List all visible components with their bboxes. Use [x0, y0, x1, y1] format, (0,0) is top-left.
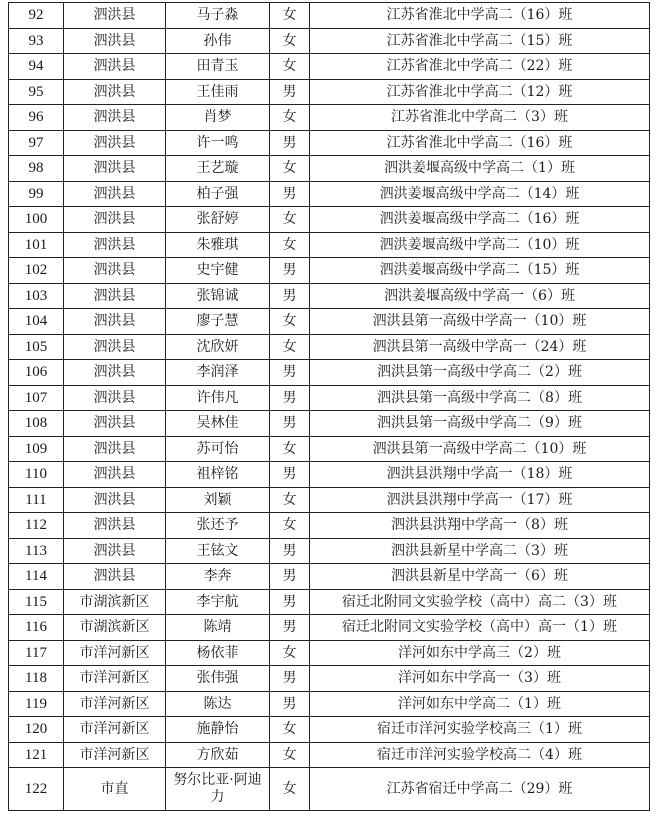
gender-cell: 女 [270, 207, 310, 233]
table-row [9, 79, 650, 105]
table-row [9, 564, 650, 590]
row-number: 105 [9, 334, 64, 360]
school-class-cell: 宿迁北附同文实验学校（高中）高二（3）班 [310, 589, 650, 615]
school-class-cell: 江苏省淮北中学高二（3）班 [310, 105, 650, 131]
school-class-cell: 泗洪县第一高级中学高二（9）班 [310, 411, 650, 437]
table-row [9, 309, 650, 335]
school-class-cell: 宿迁市洋河实验学校高二（4）班 [310, 742, 650, 768]
table-row [9, 538, 650, 564]
name-cell: 陈靖 [166, 615, 270, 641]
row-number: 119 [9, 691, 64, 717]
table-row [9, 258, 650, 284]
school-class-cell: 江苏省淮北中学高二（15）班 [310, 28, 650, 54]
name-cell: 杨依菲 [166, 640, 270, 666]
row-number: 106 [9, 360, 64, 386]
county-cell: 泗洪县 [64, 462, 166, 488]
name-cell: 许一鸣 [166, 130, 270, 156]
county-cell: 泗洪县 [64, 283, 166, 309]
name-cell: 王艺璇 [166, 156, 270, 182]
row-number: 122 [9, 768, 64, 811]
school-class-cell: 江苏省淮北中学高二（16）班 [310, 3, 650, 29]
county-cell: 泗洪县 [64, 207, 166, 233]
school-class-cell: 泗洪县第一高级中学高二（10）班 [310, 436, 650, 462]
gender-cell: 女 [270, 3, 310, 29]
school-class-cell: 泗洪县第一高级中学高一（24）班 [310, 334, 650, 360]
row-number: 109 [9, 436, 64, 462]
gender-cell: 男 [270, 258, 310, 284]
row-number: 92 [9, 3, 64, 29]
row-number: 96 [9, 105, 64, 131]
table-row [9, 283, 650, 309]
table-row [9, 334, 650, 360]
name-cell: 张还予 [166, 513, 270, 539]
row-number: 98 [9, 156, 64, 182]
gender-cell: 女 [270, 156, 310, 182]
name-cell: 李奔 [166, 564, 270, 590]
row-number: 113 [9, 538, 64, 564]
row-number: 118 [9, 666, 64, 692]
gender-cell: 女 [270, 717, 310, 743]
row-number: 107 [9, 385, 64, 411]
table-row [9, 130, 650, 156]
gender-cell: 男 [270, 615, 310, 641]
row-number: 94 [9, 54, 64, 80]
gender-cell: 男 [270, 181, 310, 207]
school-class-cell: 泗洪姜堰高级中学高二（15）班 [310, 258, 650, 284]
name-cell: 苏可怡 [166, 436, 270, 462]
gender-cell: 男 [270, 691, 310, 717]
gender-cell: 男 [270, 130, 310, 156]
table-row [9, 54, 650, 80]
table-row [9, 156, 650, 182]
gender-cell: 女 [270, 513, 310, 539]
school-class-cell: 宿迁北附同文实验学校（高中）高一（1）班 [310, 615, 650, 641]
gender-cell: 女 [270, 640, 310, 666]
gender-cell: 男 [270, 360, 310, 386]
name-cell: 吴林佳 [166, 411, 270, 437]
student-list-page [8, 2, 649, 811]
name-cell: 廖子慧 [166, 309, 270, 335]
name-cell: 王铉文 [166, 538, 270, 564]
county-cell: 市洋河新区 [64, 691, 166, 717]
table-row [9, 28, 650, 54]
table-row [9, 640, 650, 666]
gender-cell: 男 [270, 411, 310, 437]
name-cell: 施静怡 [166, 717, 270, 743]
name-cell: 张锦诚 [166, 283, 270, 309]
gender-cell: 男 [270, 79, 310, 105]
county-cell: 泗洪县 [64, 130, 166, 156]
school-class-cell: 泗洪姜堰高级中学高二（16）班 [310, 207, 650, 233]
student-table-body [9, 3, 650, 811]
county-cell: 泗洪县 [64, 411, 166, 437]
school-class-cell: 泗洪县第一高级中学高一（10）班 [310, 309, 650, 335]
student-table [8, 2, 650, 811]
row-number: 100 [9, 207, 64, 233]
table-row [9, 717, 650, 743]
county-cell: 泗洪县 [64, 258, 166, 284]
name-cell: 马子淼 [166, 3, 270, 29]
row-number: 103 [9, 283, 64, 309]
table-row [9, 666, 650, 692]
row-number: 97 [9, 130, 64, 156]
county-cell: 泗洪县 [64, 385, 166, 411]
row-number: 117 [9, 640, 64, 666]
county-cell: 市洋河新区 [64, 717, 166, 743]
row-number: 121 [9, 742, 64, 768]
table-row [9, 487, 650, 513]
gender-cell: 女 [270, 28, 310, 54]
name-cell: 许伟凡 [166, 385, 270, 411]
county-cell: 泗洪县 [64, 181, 166, 207]
county-cell: 市洋河新区 [64, 640, 166, 666]
school-class-cell: 江苏省淮北中学高二（22）班 [310, 54, 650, 80]
school-class-cell: 泗洪姜堰高级中学高二（14）班 [310, 181, 650, 207]
county-cell: 泗洪县 [64, 79, 166, 105]
county-cell: 泗洪县 [64, 360, 166, 386]
county-cell: 泗洪县 [64, 232, 166, 258]
school-class-cell: 洋河如东中学高三（2）班 [310, 640, 650, 666]
county-cell: 市直 [64, 768, 166, 811]
row-number: 95 [9, 79, 64, 105]
school-class-cell: 江苏省宿迁中学高二（29）班 [310, 768, 650, 811]
gender-cell: 女 [270, 54, 310, 80]
name-cell: 沈欣妍 [166, 334, 270, 360]
row-number: 116 [9, 615, 64, 641]
name-cell: 田青玉 [166, 54, 270, 80]
county-cell: 市洋河新区 [64, 742, 166, 768]
table-row [9, 181, 650, 207]
school-class-cell: 泗洪姜堰高级中学高二（10）班 [310, 232, 650, 258]
name-cell: 张伟强 [166, 666, 270, 692]
table-row [9, 615, 650, 641]
gender-cell: 男 [270, 564, 310, 590]
row-number: 110 [9, 462, 64, 488]
row-number: 102 [9, 258, 64, 284]
row-number: 120 [9, 717, 64, 743]
gender-cell: 女 [270, 487, 310, 513]
table-row [9, 589, 650, 615]
school-class-cell: 洋河如东中学高一（3）班 [310, 666, 650, 692]
county-cell: 泗洪县 [64, 334, 166, 360]
row-number: 112 [9, 513, 64, 539]
school-class-cell: 泗洪县新星中学高二（3）班 [310, 538, 650, 564]
row-number: 115 [9, 589, 64, 615]
gender-cell: 男 [270, 385, 310, 411]
school-class-cell: 泗洪县第一高级中学高二（8）班 [310, 385, 650, 411]
county-cell: 泗洪县 [64, 156, 166, 182]
school-class-cell: 泗洪县洪翔中学高一（17）班 [310, 487, 650, 513]
table-row [9, 360, 650, 386]
table-row [9, 742, 650, 768]
name-cell: 肖梦 [166, 105, 270, 131]
table-row [9, 411, 650, 437]
county-cell: 泗洪县 [64, 487, 166, 513]
school-class-cell: 宿迁市洋河实验学校高三（1）班 [310, 717, 650, 743]
row-number: 111 [9, 487, 64, 513]
school-class-cell: 江苏省淮北中学高二（16）班 [310, 130, 650, 156]
school-class-cell: 江苏省淮北中学高二（12）班 [310, 79, 650, 105]
row-number: 114 [9, 564, 64, 590]
name-cell: 刘颖 [166, 487, 270, 513]
school-class-cell: 泗洪县洪翔中学高一（18）班 [310, 462, 650, 488]
name-cell: 李润泽 [166, 360, 270, 386]
row-number: 93 [9, 28, 64, 54]
school-class-cell: 泗洪县洪翔中学高一（8）班 [310, 513, 650, 539]
table-row [9, 3, 650, 29]
school-class-cell: 泗洪县第一高级中学高二（2）班 [310, 360, 650, 386]
name-cell: 李宇航 [166, 589, 270, 615]
name-cell: 孙伟 [166, 28, 270, 54]
table-row [9, 768, 650, 811]
name-cell: 方欣茹 [166, 742, 270, 768]
gender-cell: 男 [270, 589, 310, 615]
table-row [9, 105, 650, 131]
gender-cell: 女 [270, 309, 310, 335]
name-cell: 张舒婷 [166, 207, 270, 233]
county-cell: 泗洪县 [64, 538, 166, 564]
county-cell: 泗洪县 [64, 28, 166, 54]
county-cell: 泗洪县 [64, 513, 166, 539]
table-row [9, 462, 650, 488]
row-number: 108 [9, 411, 64, 437]
county-cell: 泗洪县 [64, 309, 166, 335]
table-row [9, 385, 650, 411]
gender-cell: 女 [270, 105, 310, 131]
gender-cell: 女 [270, 334, 310, 360]
gender-cell: 男 [270, 462, 310, 488]
school-class-cell: 泗洪姜堰高级中学高二（1）班 [310, 156, 650, 182]
row-number: 101 [9, 232, 64, 258]
table-row [9, 232, 650, 258]
row-number: 99 [9, 181, 64, 207]
table-row [9, 207, 650, 233]
county-cell: 市湖滨新区 [64, 615, 166, 641]
school-class-cell: 泗洪姜堰高级中学高一（6）班 [310, 283, 650, 309]
name-cell: 陈达 [166, 691, 270, 717]
school-class-cell: 泗洪县新星中学高一（6）班 [310, 564, 650, 590]
gender-cell: 女 [270, 742, 310, 768]
row-number: 104 [9, 309, 64, 335]
table-row [9, 513, 650, 539]
table-row [9, 436, 650, 462]
county-cell: 泗洪县 [64, 436, 166, 462]
name-cell: 王佳雨 [166, 79, 270, 105]
name-cell: 祖梓铭 [166, 462, 270, 488]
county-cell: 泗洪县 [64, 105, 166, 131]
county-cell: 市洋河新区 [64, 666, 166, 692]
county-cell: 泗洪县 [64, 564, 166, 590]
name-cell: 朱雅琪 [166, 232, 270, 258]
table-row [9, 691, 650, 717]
gender-cell: 男 [270, 283, 310, 309]
county-cell: 泗洪县 [64, 54, 166, 80]
name-cell: 努尔比亚·阿迪力 [166, 768, 270, 811]
name-cell: 史宇健 [166, 258, 270, 284]
gender-cell: 女 [270, 232, 310, 258]
gender-cell: 男 [270, 538, 310, 564]
school-class-cell: 洋河如东中学高二（1）班 [310, 691, 650, 717]
gender-cell: 女 [270, 436, 310, 462]
county-cell: 泗洪县 [64, 3, 166, 29]
gender-cell: 女 [270, 768, 310, 811]
county-cell: 市湖滨新区 [64, 589, 166, 615]
name-cell: 柏子强 [166, 181, 270, 207]
gender-cell: 男 [270, 666, 310, 692]
